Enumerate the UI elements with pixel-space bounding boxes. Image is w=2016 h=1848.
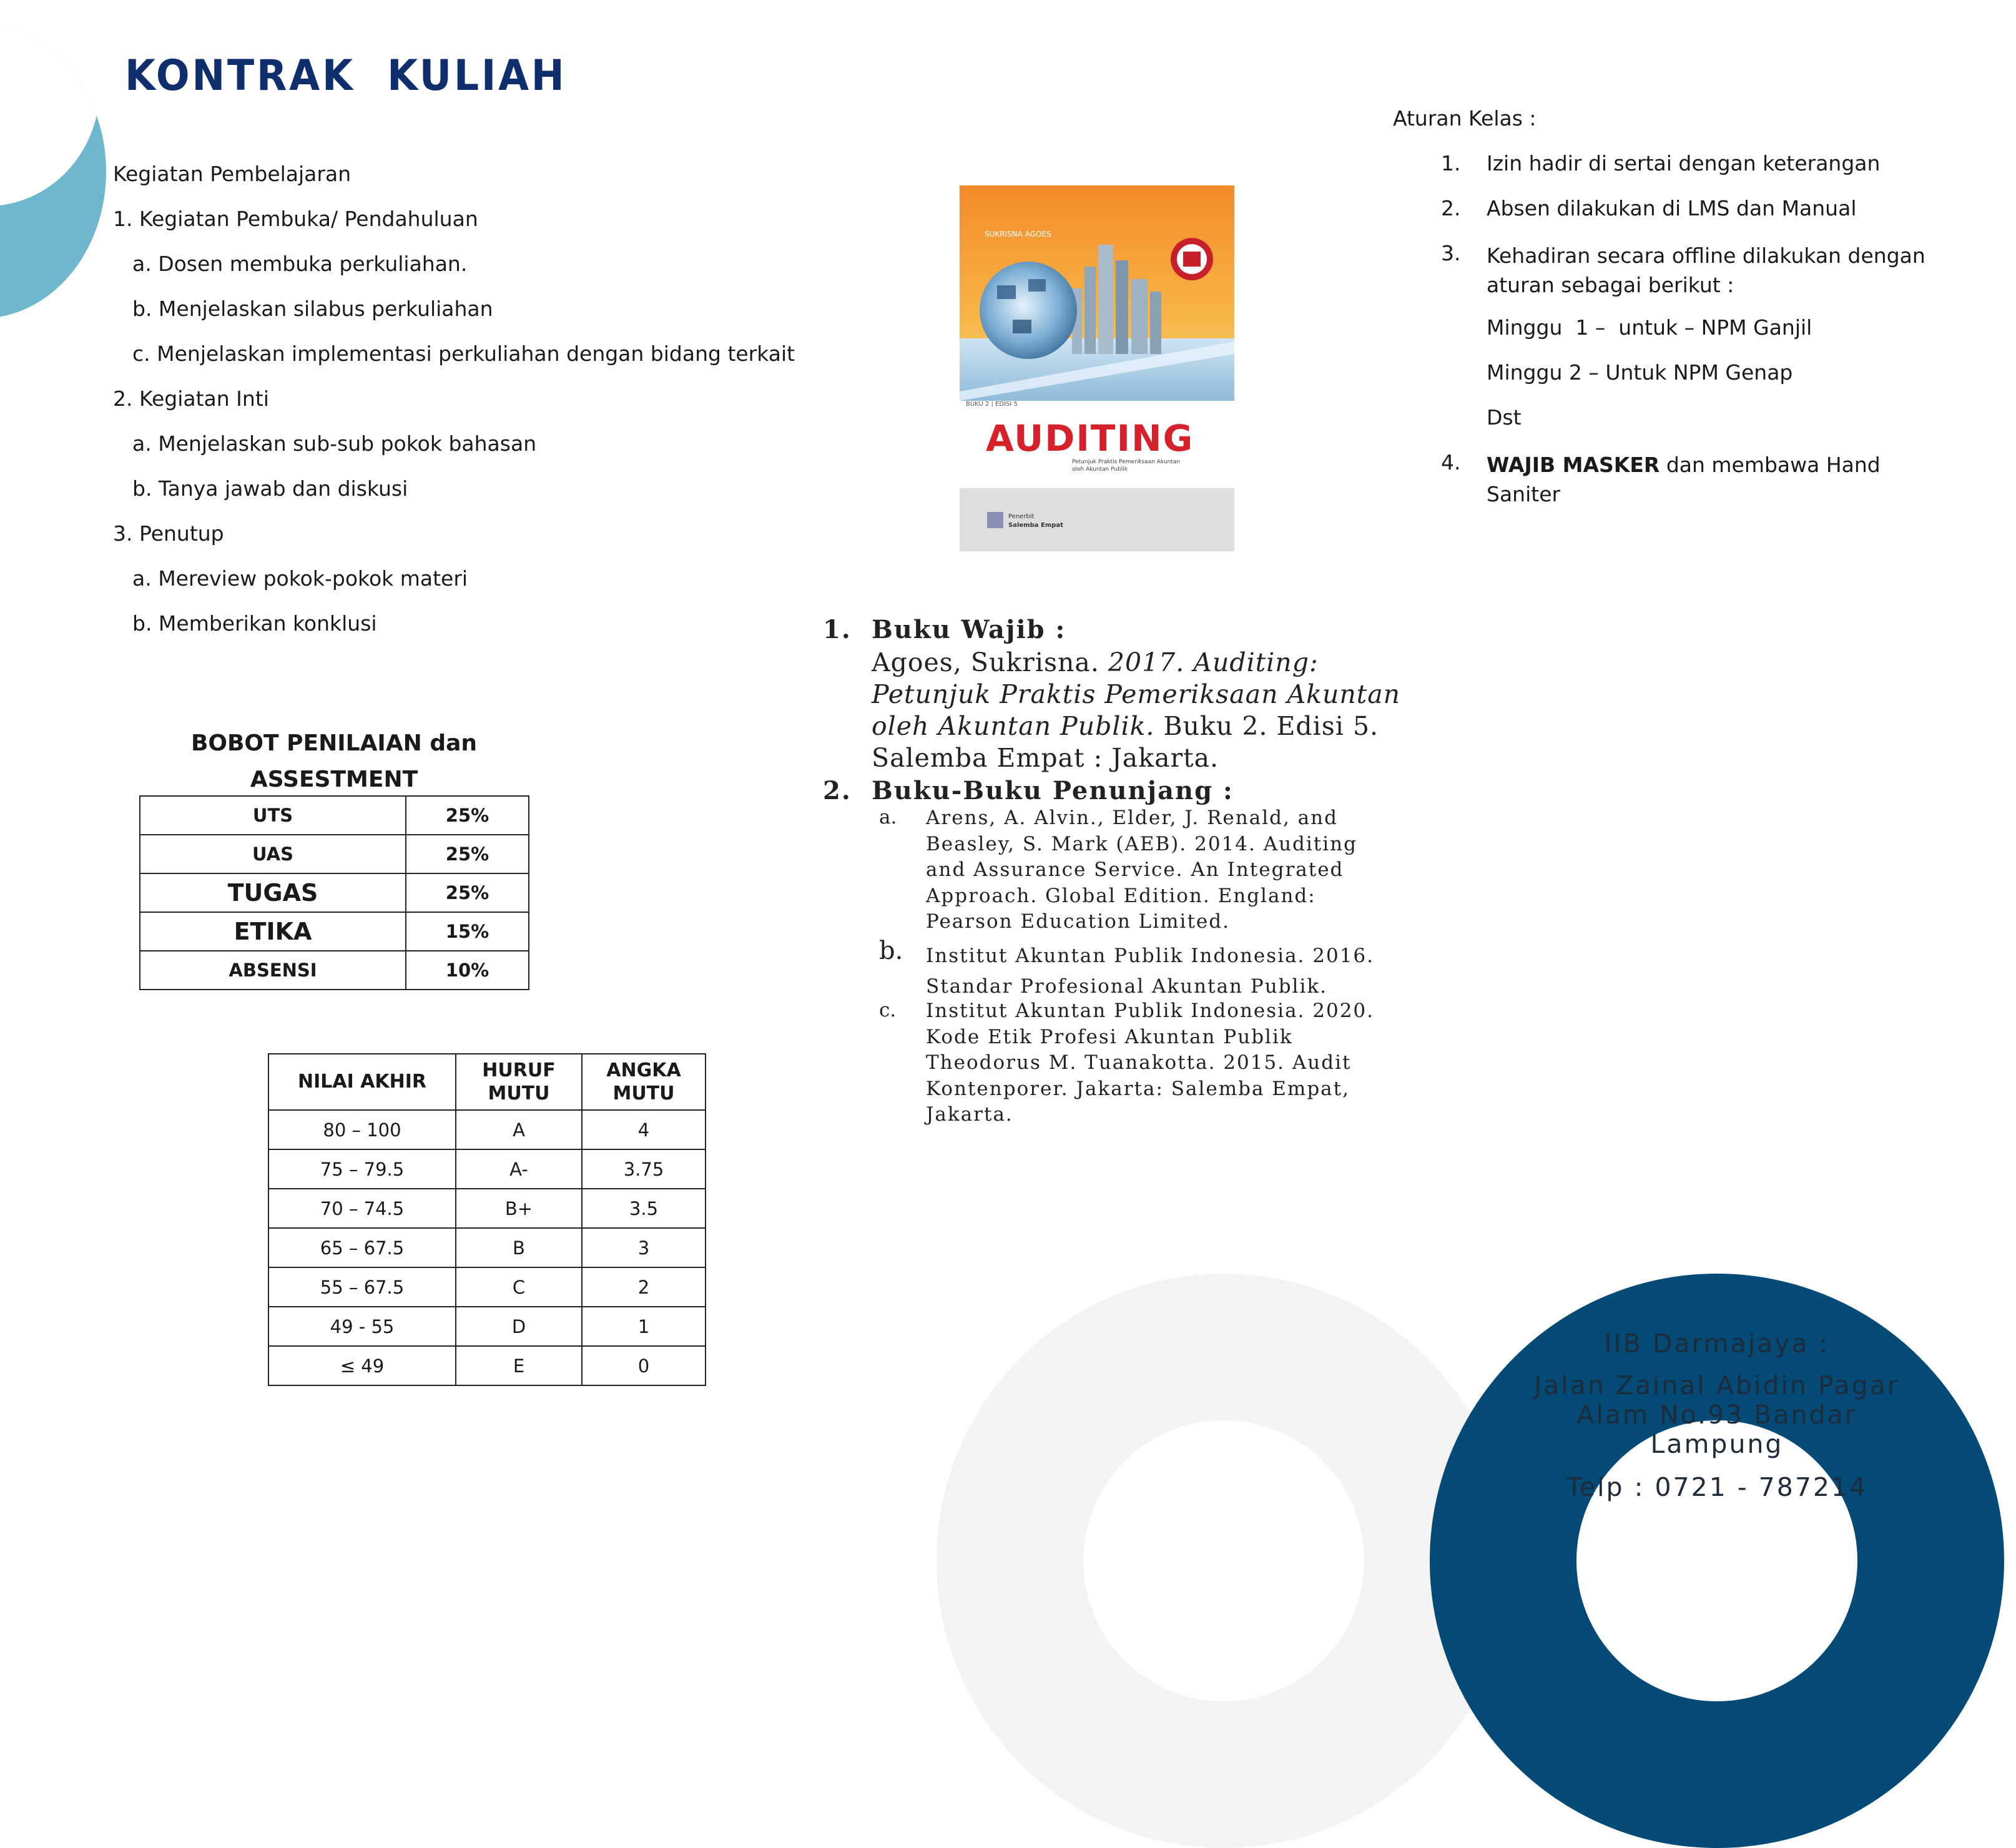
nilai-table [268, 1053, 706, 1386]
cell-angka: 4 [582, 1110, 706, 1149]
book-publisher: Salemba Empat [1008, 522, 1063, 529]
decorative-arc-blue [0, 25, 106, 318]
cell-nilai: 49 - 55 [268, 1307, 456, 1346]
kegiatan-item: 2. Kegiatan Inti [113, 386, 269, 411]
aturan-item-line: aturan sebagai berikut : [1487, 273, 1734, 297]
ref-wajib-text-part: Petunjuk Praktis Pemeriksaan Akuntan [872, 679, 1401, 709]
bobot-label: UAS [140, 835, 406, 873]
ref-item-line: Institut Akuntan Publik Indonesia. 2020. [926, 1000, 1375, 1022]
book-subtitle: oleh Akuntan Publik [1072, 466, 1128, 473]
header-angka-mutu [582, 1054, 706, 1110]
book-cover-image [960, 185, 1234, 551]
kegiatan-item: b. Tanya jawab dan diskusi [132, 476, 408, 501]
ref-item-marker: a. [879, 806, 897, 828]
table-row [268, 1189, 706, 1228]
ref-wajib-text-part: Buku 2. Edisi 5. [1154, 711, 1379, 741]
ref-item-line: Kontenporer. Jakarta: Salemba Empat, [926, 1077, 1350, 1100]
ref-item-line: Kode Etik Profesi Akuntan Publik [926, 1025, 1293, 1048]
aturan-sub-item: Dst [1487, 405, 1522, 430]
aturan-item [1487, 450, 1881, 509]
bobot-value: 25% [406, 873, 529, 912]
aturan-number: 3. [1441, 241, 1461, 265]
book-publisher: Penerbit [1008, 513, 1035, 520]
ref-wajib-heading: Buku Wajib : [872, 615, 1066, 644]
aturan-item-line: Kehadiran secara offline dilakukan dengan [1487, 243, 1925, 268]
cell-angka: 3.5 [582, 1189, 706, 1228]
bobot-value: 25% [406, 796, 529, 835]
cell-angka: 3.75 [582, 1149, 706, 1189]
ref-wajib-text-part: 2017. Auditing: [1108, 647, 1319, 677]
contact-address-line: Alam No.93 Bandar [1576, 1400, 1857, 1430]
ref-wajib-text [872, 647, 1400, 774]
ref-item-line: and Assurance Service. An Integrated [926, 858, 1344, 881]
header-line: ANGKA [606, 1059, 681, 1081]
bobot-value: 10% [406, 951, 529, 990]
contact-address-line: Jalan Zainal Abidin Pagar [1534, 1370, 1900, 1400]
ref-wajib-number: 1. [823, 615, 852, 644]
ref-item-marker: b. [879, 936, 903, 965]
cell-nilai: 70 – 74.5 [268, 1189, 456, 1228]
aturan-item: Izin hadir di sertai dengan keterangan [1487, 151, 1881, 175]
bobot-table [139, 795, 529, 990]
bobot-value: 15% [406, 912, 529, 951]
kegiatan-item: 3. Penutup [113, 521, 224, 546]
ref-item-line: Pearson Education Limited. [926, 910, 1230, 933]
cell-huruf: A [456, 1110, 582, 1149]
cell-huruf: B [456, 1228, 582, 1267]
book-cover-art [960, 185, 1234, 551]
table-header-row [268, 1054, 706, 1110]
book-tag: BUKU 2 | EDISI 5 [966, 401, 1018, 408]
aturan-sub-item: Minggu 2 – Untuk NPM Genap [1487, 360, 1793, 385]
cell-nilai: ≤ 49 [268, 1346, 456, 1385]
aturan-number: 4. [1441, 450, 1461, 474]
aturan-heading: Aturan Kelas : [1393, 106, 1537, 130]
bobot-label: UTS [140, 796, 406, 835]
cell-huruf: C [456, 1267, 582, 1307]
cell-nilai: 75 – 79.5 [268, 1149, 456, 1189]
ref-wajib-text-part: Agoes, Sukrisna. [872, 647, 1108, 677]
ref-item-line: Institut Akuntan Publik Indonesia. 2016. [926, 945, 1375, 967]
table-row [268, 1346, 706, 1385]
kegiatan-item: b. Menjelaskan silabus perkuliahan [132, 297, 493, 321]
bobot-label: ABSENSI [140, 951, 406, 990]
aturan-item-bold: WAJIB MASKER [1487, 453, 1660, 477]
ref-item [926, 805, 1357, 935]
ref-wajib-text-part: Salemba Empat : Jakarta. [872, 743, 1219, 773]
ref-item-line: Standar Profesional Akuntan Publik. [926, 975, 1328, 998]
book-author: SUKRISNA AGOES [985, 230, 1051, 238]
decorative-ring-navy [1430, 1274, 2004, 1848]
table-row [268, 1267, 706, 1307]
table-row [140, 912, 529, 951]
contact-address-line: Lampung [1650, 1429, 1784, 1459]
header-line: HURUF [482, 1059, 556, 1081]
book-title: AUDITING [986, 417, 1194, 460]
header-nilai-akhir: NILAI AKHIR [268, 1054, 456, 1110]
page-title: KONTRAK KULIAH [125, 51, 567, 101]
table-row [140, 951, 529, 990]
table-row [268, 1228, 706, 1267]
bobot-heading [139, 725, 529, 798]
contact-institution: IIB Darmajaya : [1604, 1329, 1830, 1359]
cell-huruf: D [456, 1307, 582, 1346]
ref-item-line: Arens, A. Alvin., Elder, J. Renald, and [926, 807, 1338, 829]
table-row [140, 835, 529, 873]
aturan-item: Absen dilakukan di LMS dan Manual [1487, 196, 1857, 220]
ref-item-line: Jakarta. [926, 1103, 1013, 1126]
table-row [268, 1307, 706, 1346]
bobot-heading-line: BOBOT PENILAIAN dan [190, 730, 478, 756]
book-subtitle: Petunjuk Praktis Pemeriksaan Akuntan [1072, 459, 1181, 465]
cell-huruf: B+ [456, 1189, 582, 1228]
table-row [140, 796, 529, 835]
decorative-ring-gray [937, 1274, 1511, 1848]
ref-item [926, 941, 1374, 1002]
aturan-sub-item: Minggu 1 – untuk – NPM Ganjil [1487, 315, 1812, 340]
kegiatan-item: c. Menjelaskan implementasi perkuliahan dengan bidang terkait [132, 342, 795, 366]
ref-penunjang-number: 2. [823, 776, 852, 805]
contact-address [1498, 1371, 1935, 1459]
table-row [140, 873, 529, 912]
bobot-label: TUGAS [140, 873, 406, 912]
ref-item [926, 998, 1374, 1128]
kegiatan-item: b. Memberikan konklusi [132, 611, 377, 636]
ref-item-marker: c. [879, 999, 897, 1021]
bobot-label: ETIKA [140, 912, 406, 951]
ref-penunjang-heading: Buku-Buku Penunjang : [872, 776, 1234, 805]
table-row [268, 1149, 706, 1189]
cell-angka: 1 [582, 1307, 706, 1346]
cell-huruf: A- [456, 1149, 582, 1189]
cell-nilai: 65 – 67.5 [268, 1228, 456, 1267]
bobot-heading-line: ASSESTMENT [250, 767, 418, 792]
table-row [268, 1110, 706, 1149]
cell-huruf: E [456, 1346, 582, 1385]
cell-angka: 2 [582, 1267, 706, 1307]
aturan-number: 1. [1441, 151, 1461, 175]
kegiatan-item: 1. Kegiatan Pembuka/ Pendahuluan [113, 207, 478, 231]
ref-item-line: Theodorus M. Tuanakotta. 2015. Audit [926, 1051, 1352, 1074]
ref-wajib-text-part: oleh Akuntan Publik. [872, 711, 1155, 741]
contact-phone: Telp : 0721 - 787214 [1566, 1472, 1868, 1502]
ref-item-line: Approach. Global Edition. England: [926, 884, 1316, 907]
ref-item-line: Beasley, S. Mark (AEB). 2014. Auditing [926, 832, 1357, 855]
kegiatan-item: a. Menjelaskan sub-sub pokok bahasan [132, 431, 537, 456]
cell-angka: 3 [582, 1228, 706, 1267]
aturan-item-text: dan membawa Hand [1660, 453, 1881, 477]
kegiatan-item: a. Mereview pokok-pokok materi [132, 566, 468, 591]
header-line: MUTU [612, 1083, 675, 1104]
cell-nilai: 55 – 67.5 [268, 1267, 456, 1307]
kegiatan-heading: Kegiatan Pembelajaran [113, 162, 352, 186]
cell-angka: 0 [582, 1346, 706, 1385]
header-huruf-mutu [456, 1054, 582, 1110]
kegiatan-item: a. Dosen membuka perkuliahan. [132, 252, 468, 276]
cell-nilai: 80 – 100 [268, 1110, 456, 1149]
aturan-number: 2. [1441, 196, 1461, 220]
aturan-item [1487, 241, 1925, 300]
header-line: MUTU [488, 1083, 550, 1104]
aturan-item-line: Saniter [1487, 482, 1561, 506]
bobot-value: 25% [406, 835, 529, 873]
